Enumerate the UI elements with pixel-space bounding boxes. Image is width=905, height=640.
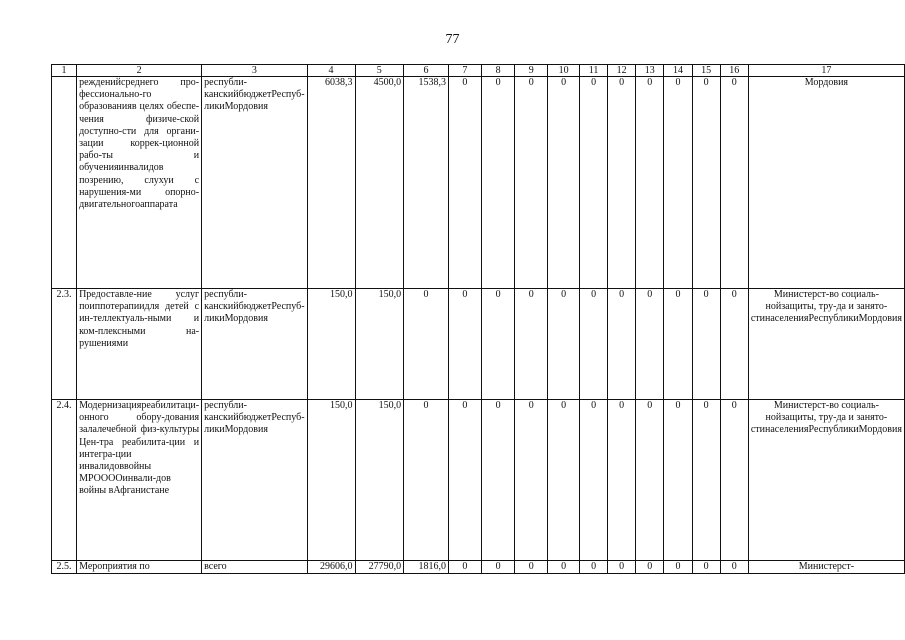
value-cell: 0 xyxy=(720,77,748,289)
measure-name: Предоставле-ние услуг поиппотерапиидля детей с ин-теллектуаль-ными и ком-плексными на-рушениями xyxy=(77,289,202,400)
header-cell: 7 xyxy=(448,65,481,77)
value-cell: 0 xyxy=(404,289,449,400)
value-cell: 0 xyxy=(404,400,449,561)
value-cell: 0 xyxy=(608,400,636,561)
value-cell: 0 xyxy=(515,77,548,289)
row-number: 2.3. xyxy=(52,289,77,400)
row-number: 2.4. xyxy=(52,400,77,561)
value-cell: 0 xyxy=(636,400,664,561)
header-cell: 14 xyxy=(664,65,692,77)
header-cell: 2 xyxy=(77,65,202,77)
executor: Министерст-во социаль-нойзащиты, тру-да и занято-стинаселенияРеспубликиМордовия xyxy=(748,289,904,400)
header-cell: 13 xyxy=(636,65,664,77)
table-row xyxy=(52,289,905,400)
value-cell: 0 xyxy=(481,289,514,400)
budget-table xyxy=(51,64,905,574)
value-cell: 0 xyxy=(481,77,514,289)
value-cell: 6038,3 xyxy=(307,77,355,289)
measure-name: Модернизацияреабилитаци-онного обору-дования залалечебной физ-культуры Цен-тра реабилита-ции и интегра-ции инвалидоввойны МРООООинвали-дов войны вАфганистане xyxy=(77,400,202,561)
funding-source: всего xyxy=(202,561,307,574)
value-cell: 0 xyxy=(580,77,608,289)
value-cell: 0 xyxy=(515,289,548,400)
value-cell: 0 xyxy=(664,289,692,400)
header-cell: 3 xyxy=(202,65,307,77)
header-cell: 17 xyxy=(748,65,904,77)
value-cell: 150,0 xyxy=(307,400,355,561)
value-cell: 29606,0 xyxy=(307,561,355,574)
value-cell: 27790,0 xyxy=(355,561,404,574)
header-cell: 1 xyxy=(52,65,77,77)
funding-source: республи-канскийбюджетРеспуб-ликиМордовия xyxy=(202,289,307,400)
row-number xyxy=(52,77,77,289)
value-cell: 0 xyxy=(548,561,580,574)
table-row xyxy=(52,561,905,574)
value-cell: 0 xyxy=(515,561,548,574)
executor: Министерст- xyxy=(748,561,904,574)
value-cell: 0 xyxy=(608,289,636,400)
value-cell: 0 xyxy=(636,561,664,574)
value-cell: 0 xyxy=(720,289,748,400)
value-cell: 0 xyxy=(608,561,636,574)
header-cell: 16 xyxy=(720,65,748,77)
value-cell: 0 xyxy=(692,400,720,561)
executor: Министерст-во социаль-нойзащиты, тру-да и занято-стинаселенияРеспубликиМордовия xyxy=(748,400,904,561)
header-cell: 9 xyxy=(515,65,548,77)
value-cell: 0 xyxy=(448,561,481,574)
funding-source: республи-канскийбюджетРеспуб-ликиМордовия xyxy=(202,400,307,561)
row-number: 2.5. xyxy=(52,561,77,574)
value-cell: 0 xyxy=(515,400,548,561)
header-cell: 15 xyxy=(692,65,720,77)
header-cell: 5 xyxy=(355,65,404,77)
header-cell: 6 xyxy=(404,65,449,77)
value-cell: 1538,3 xyxy=(404,77,449,289)
table-row xyxy=(52,77,905,289)
value-cell: 0 xyxy=(548,77,580,289)
header-cell: 8 xyxy=(481,65,514,77)
value-cell: 0 xyxy=(692,77,720,289)
page-number: 77 xyxy=(445,32,460,47)
value-cell: 0 xyxy=(448,289,481,400)
measure-name: Мероприятия по xyxy=(77,561,202,574)
header-cell: 11 xyxy=(580,65,608,77)
header-cell: 4 xyxy=(307,65,355,77)
value-cell: 0 xyxy=(481,561,514,574)
table-row xyxy=(52,400,905,561)
value-cell: 0 xyxy=(720,400,748,561)
value-cell: 0 xyxy=(448,77,481,289)
value-cell: 0 xyxy=(608,77,636,289)
value-cell: 0 xyxy=(720,561,748,574)
header-cell: 12 xyxy=(608,65,636,77)
value-cell: 0 xyxy=(664,77,692,289)
executor: Мордовия xyxy=(748,77,904,289)
value-cell: 150,0 xyxy=(307,289,355,400)
value-cell: 0 xyxy=(481,400,514,561)
value-cell: 4500,0 xyxy=(355,77,404,289)
value-cell: 1816,0 xyxy=(404,561,449,574)
measure-name: режденийсреднего про-фессионально-го образованияв целях обеспе-чения физиче-ской доступно-сти для органи-зации коррек-ционной рабо-ты и обученияинвалидов позрению, слухуи с нарушения-ми опорно-двигательногоаппарата xyxy=(77,77,202,289)
value-cell: 0 xyxy=(548,289,580,400)
value-cell: 0 xyxy=(664,400,692,561)
value-cell: 0 xyxy=(448,400,481,561)
value-cell: 0 xyxy=(580,561,608,574)
value-cell: 0 xyxy=(636,289,664,400)
value-cell: 0 xyxy=(580,289,608,400)
funding-source: республи-канскийбюджетРеспуб-ликиМордовия xyxy=(202,77,307,289)
value-cell: 0 xyxy=(580,400,608,561)
column-number-row xyxy=(52,65,905,77)
value-cell: 150,0 xyxy=(355,400,404,561)
value-cell: 0 xyxy=(692,289,720,400)
value-cell: 0 xyxy=(636,77,664,289)
value-cell: 0 xyxy=(548,400,580,561)
value-cell: 0 xyxy=(692,561,720,574)
value-cell: 150,0 xyxy=(355,289,404,400)
value-cell: 0 xyxy=(664,561,692,574)
header-cell: 10 xyxy=(548,65,580,77)
